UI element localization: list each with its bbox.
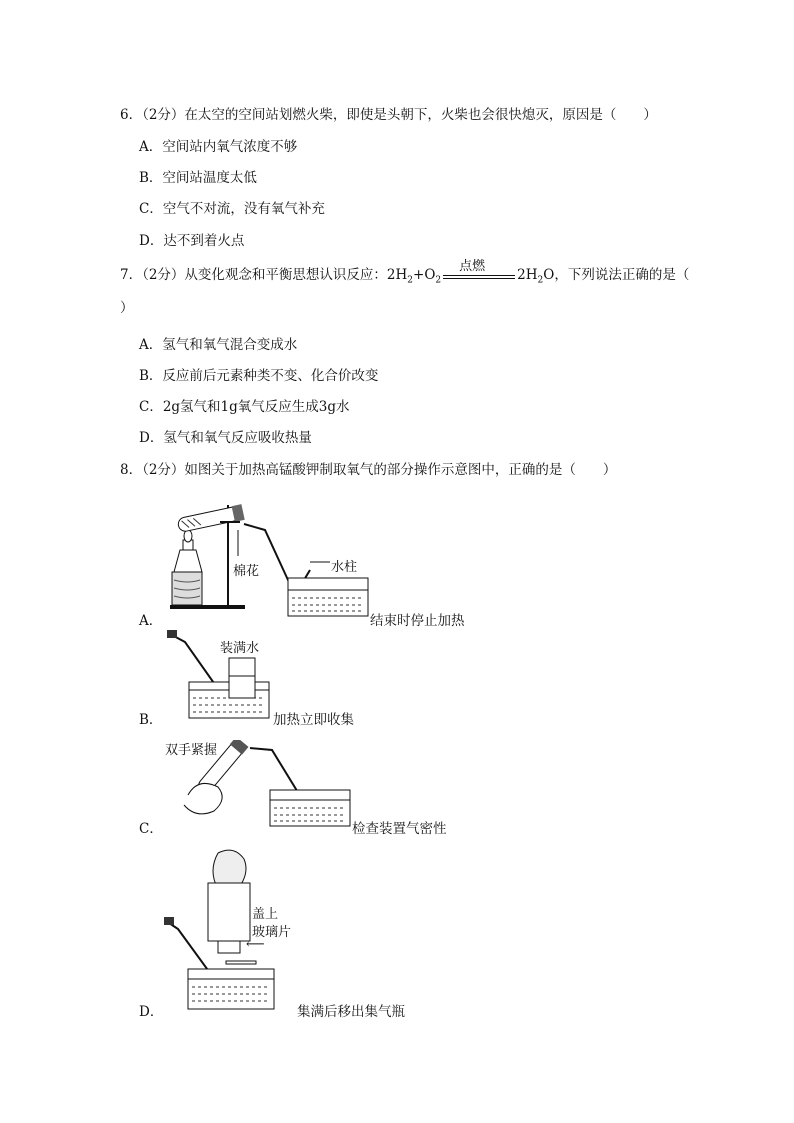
q8-option-c-letter: C． bbox=[139, 821, 163, 837]
figure-d-arrow-icon: ⟵ bbox=[246, 937, 265, 952]
figure-a-caption: 结束时停止加热 bbox=[370, 613, 465, 629]
q7-stem-wrap: ） bbox=[120, 300, 134, 316]
q7-o2-sub: 2 bbox=[435, 275, 442, 286]
figure-c-caption: 检查装置气密性 bbox=[352, 821, 447, 837]
q7-condition: 点燃 bbox=[459, 258, 486, 274]
figure-b-caption: 加热立即收集 bbox=[273, 712, 354, 728]
figure-b-label-full-water: 装满水 bbox=[220, 641, 260, 656]
q7-option-c: C．2g氢气和1g氧气反应生成3g水 bbox=[139, 399, 350, 415]
q7-product-sub: 2 bbox=[537, 275, 544, 286]
q7-option-d: D．氢气和氧气反应吸收热量 bbox=[139, 430, 312, 446]
q7-h2-sub: 2 bbox=[407, 275, 414, 286]
q7-option-a: A．氢气和氧气混合变成水 bbox=[139, 337, 298, 353]
q7-option-b: B．反应前后元素种类不变、化合价改变 bbox=[139, 368, 379, 384]
q8-stem: 8．（2分）如图关于加热高锰酸钾制取氧气的部分操作示意图中，正确的是（ ） bbox=[120, 462, 617, 478]
q7-stem bbox=[120, 258, 690, 286]
q8-option-a-letter: A． bbox=[139, 613, 163, 629]
q7-product: 2H bbox=[517, 267, 538, 283]
q7-reaction-arrow bbox=[441, 258, 517, 283]
q6-option-c: C．空气不对流，没有氧气补充 bbox=[139, 201, 325, 217]
figure-d-caption: 集满后移出集气瓶 bbox=[297, 1004, 405, 1020]
q6-option-d: D．达不到着火点 bbox=[139, 233, 245, 249]
q7-stem-before: 7．（2分）从变化观念和平衡思想认识反应：2H bbox=[120, 267, 408, 283]
figure-d-label-cover-line2: 玻璃片 bbox=[252, 925, 292, 940]
figure-d-label-cover-line1: 盖上 bbox=[252, 907, 279, 922]
figure-c-label-hands: 双手紧握 bbox=[165, 743, 218, 758]
q6-option-a: A．空间站内氧气浓度不够 bbox=[139, 139, 298, 155]
q8-option-d-letter: D． bbox=[139, 1004, 164, 1020]
q6-stem: 6．（2分）在太空的空间站划燃火柴，即使是头朝下，火柴也会很快熄灭，原因是（ ） bbox=[120, 107, 657, 123]
q6-option-b: B．空间站温度太低 bbox=[139, 170, 257, 186]
figure-a-label-cotton: 棉花 bbox=[233, 564, 260, 579]
q7-plus-o: +O bbox=[413, 267, 436, 283]
q7-product-tail: O，下列说法正确的是（ bbox=[543, 267, 690, 283]
figure-a-label-water-column: 水柱 bbox=[331, 560, 358, 575]
q8-option-b-letter: B． bbox=[139, 712, 163, 728]
